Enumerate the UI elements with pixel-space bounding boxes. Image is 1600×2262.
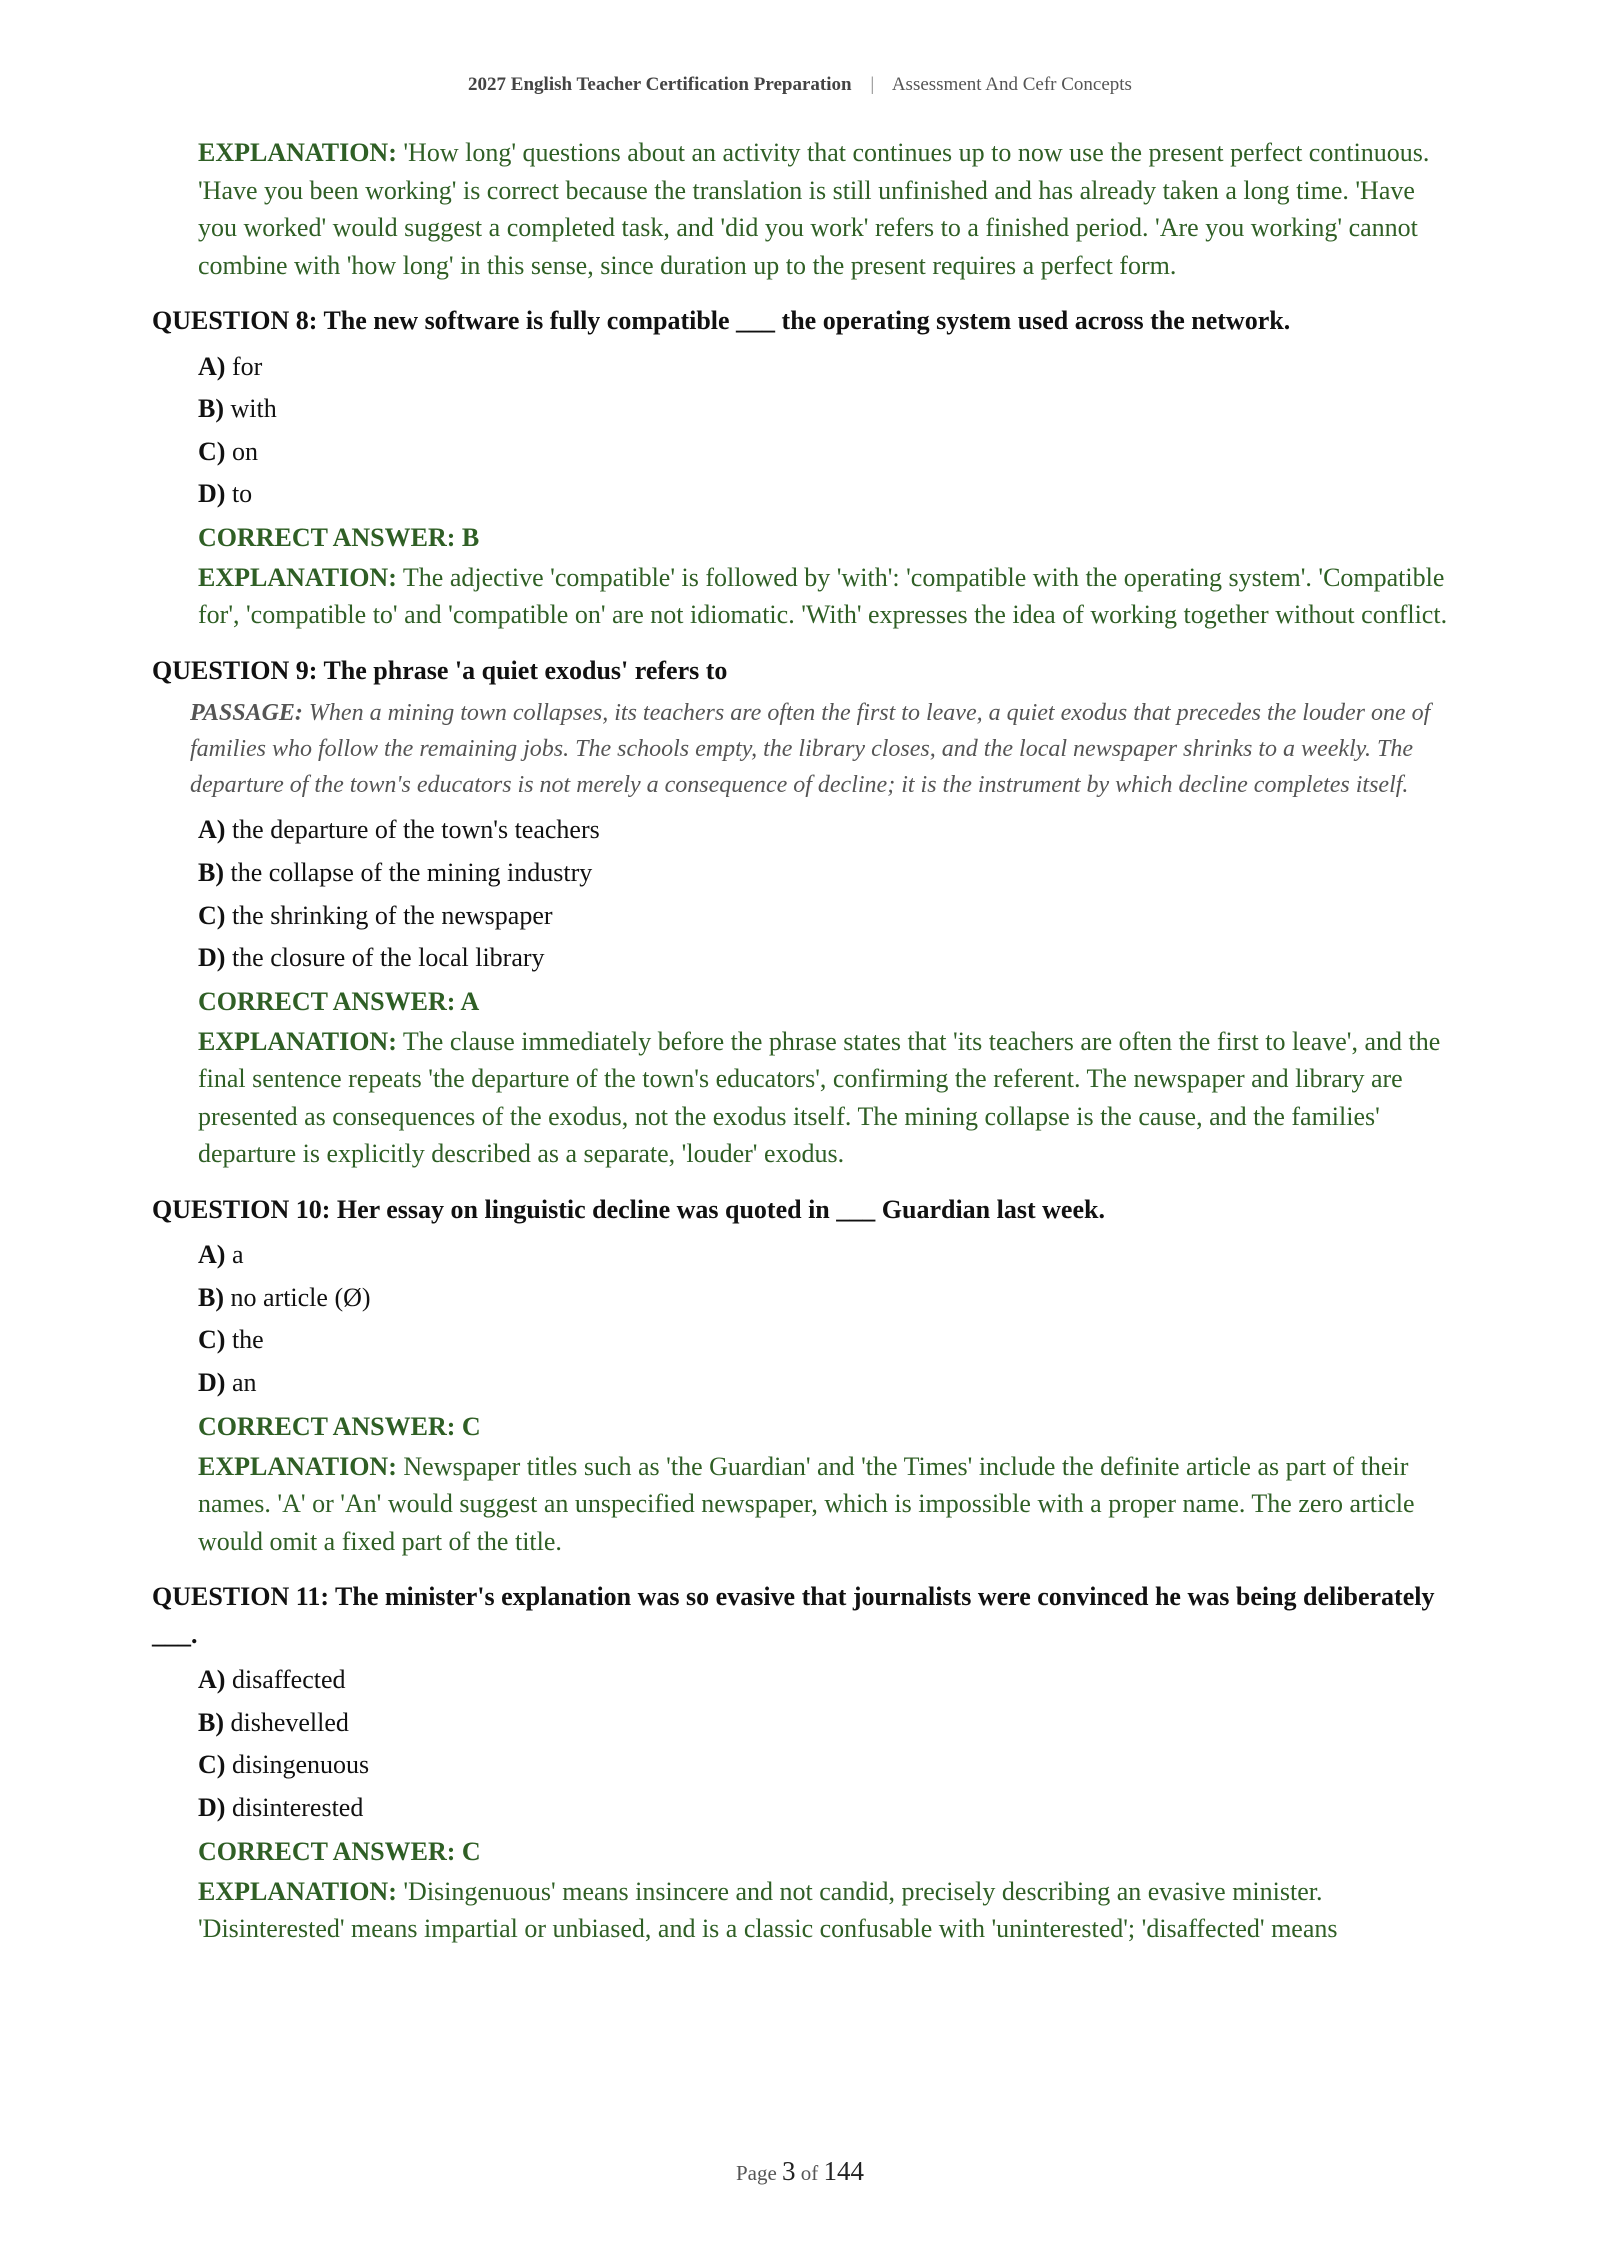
option-text: the bbox=[231, 1325, 264, 1355]
passage-text: When a mining town collapses, its teachers are often the first to leave, a quiet exodus that precedes the louder one of families who follow the remaining jobs. The schools empty, the library closes, and the local newspaper shrinks to a weekly. The departure of the town's educators is not merely a consequence of decline; it is the instrument by which decline completes itself. bbox=[190, 700, 1431, 799]
page-of: of bbox=[800, 2161, 819, 2185]
option-letter: A) bbox=[198, 815, 226, 845]
option-a bbox=[198, 809, 1452, 852]
option-b bbox=[198, 388, 1452, 431]
option-letter: B) bbox=[198, 1707, 224, 1737]
explanation-text: 'Disingenuous' means insincere and not candid, precisely describing an evasive minister. 'Disinterested' means impartial or unbiased, and is a classic confusable with 'uninterested'; 'disaffected' means bbox=[198, 1876, 1338, 1943]
option-text: disaffected bbox=[231, 1665, 346, 1695]
explanation-label: EXPLANATION: bbox=[198, 1876, 397, 1906]
option-b bbox=[198, 1277, 1452, 1320]
question-9-options bbox=[198, 809, 1452, 979]
total-pages: 144 bbox=[823, 2156, 865, 2186]
reading-passage bbox=[190, 695, 1452, 803]
page-header bbox=[0, 74, 1600, 96]
explanation-label: EXPLANATION: bbox=[198, 1026, 397, 1056]
option-letter: C) bbox=[198, 900, 226, 930]
question-10-heading: QUESTION 10: Her essay on linguistic decline was quoted in ___ Guardian last week. bbox=[152, 1194, 1105, 1224]
option-text: dishevelled bbox=[230, 1707, 349, 1737]
option-letter: C) bbox=[198, 436, 226, 466]
option-text: with bbox=[230, 394, 277, 424]
page-footer bbox=[0, 2156, 1600, 2187]
option-letter: D) bbox=[198, 943, 226, 973]
correct-answer-q10: CORRECT ANSWER: C bbox=[198, 1411, 481, 1441]
option-b bbox=[198, 1702, 1452, 1745]
option-c bbox=[198, 1744, 1452, 1787]
option-text: for bbox=[231, 351, 263, 381]
option-text: to bbox=[231, 479, 253, 509]
option-letter: A) bbox=[198, 1665, 226, 1695]
option-letter: B) bbox=[198, 1282, 224, 1312]
question-8-heading: QUESTION 8: The new software is fully compatible ___ the operating system used across the network. bbox=[152, 306, 1291, 335]
option-c bbox=[198, 1319, 1452, 1362]
question-9-heading: QUESTION 9: The phrase 'a quiet exodus' refers to bbox=[152, 655, 728, 685]
option-letter: C) bbox=[198, 1325, 226, 1355]
section-title: Assessment And Cefr Concepts bbox=[891, 74, 1132, 95]
page-content bbox=[152, 134, 1452, 1948]
correct-answer-q11: CORRECT ANSWER: C bbox=[198, 1836, 481, 1866]
question-11-options bbox=[198, 1659, 1452, 1829]
option-c bbox=[198, 431, 1452, 474]
explanation-label: EXPLANATION: bbox=[198, 562, 397, 592]
page-prefix: Page bbox=[735, 2161, 777, 2185]
correct-answer-q8: CORRECT ANSWER: B bbox=[198, 522, 480, 552]
option-letter: B) bbox=[198, 394, 224, 424]
option-letter: D) bbox=[198, 479, 226, 509]
option-a bbox=[198, 1234, 1452, 1277]
option-text: disinterested bbox=[231, 1792, 364, 1822]
option-text: the collapse of the mining industry bbox=[230, 857, 593, 887]
question-10-options bbox=[198, 1234, 1452, 1404]
option-letter: D) bbox=[198, 1368, 226, 1398]
option-c bbox=[198, 895, 1452, 938]
explanation-label: EXPLANATION: bbox=[198, 1451, 397, 1481]
option-text: the departure of the town's teachers bbox=[231, 815, 600, 845]
question-8-options bbox=[198, 346, 1452, 516]
question-11-heading: QUESTION 11: The minister's explanation was so evasive that journalists were convinced he was being deliberately ___. bbox=[152, 1582, 1435, 1649]
current-page-number: 3 bbox=[782, 2156, 796, 2186]
option-text: no article (Ø) bbox=[230, 1282, 371, 1312]
correct-answer-q9: CORRECT ANSWER: A bbox=[198, 986, 480, 1016]
explanation-q11 bbox=[198, 1873, 1452, 1948]
explanation-q9 bbox=[198, 1023, 1452, 1173]
option-text: disingenuous bbox=[231, 1750, 370, 1780]
option-b bbox=[198, 852, 1452, 895]
explanation-q7 bbox=[198, 134, 1452, 284]
passage-label: PASSAGE: bbox=[190, 700, 303, 727]
explanation-q8 bbox=[198, 559, 1452, 634]
explanation-text: The adjective 'compatible' is followed by 'with': 'compatible with the operating system'. 'Compatible for', 'compatible to' and 'compatible on' are not idiomatic. 'With' expresses the idea of working together without conflict. bbox=[198, 562, 1448, 630]
option-text: a bbox=[231, 1240, 244, 1270]
option-text: an bbox=[231, 1368, 257, 1398]
explanation-text: Newspaper titles such as 'the Guardian' and 'the Times' include the definite article as part of their names. 'A' or 'An' would suggest an unspecified newspaper, which is impossible with a proper name. The zero article would omit a fixed part of the title. bbox=[198, 1451, 1415, 1556]
option-letter: B) bbox=[198, 857, 224, 887]
option-text: on bbox=[231, 436, 258, 466]
explanation-q10 bbox=[198, 1448, 1452, 1561]
option-d bbox=[198, 1362, 1452, 1405]
option-a bbox=[198, 1659, 1452, 1702]
option-d bbox=[198, 473, 1452, 516]
option-d bbox=[198, 1787, 1452, 1830]
explanation-text: 'How long' questions about an activity that continues up to now use the present perfect continuous. 'Have you been working' is correct because the translation is still unfinished and has already taken a long time. 'Have you worked' would suggest a completed task, and 'did you work' refers to a finished period. 'Are you working' cannot combine with 'how long' in this sense, since duration up to the present requires a perfect form. bbox=[198, 138, 1430, 280]
option-letter: A) bbox=[198, 1240, 226, 1270]
header-separator: | bbox=[870, 74, 875, 95]
option-d bbox=[198, 937, 1452, 980]
option-text: the closure of the local library bbox=[231, 943, 545, 973]
explanation-label: EXPLANATION: bbox=[198, 138, 397, 167]
option-letter: A) bbox=[198, 351, 226, 381]
explanation-text: The clause immediately before the phrase states that 'its teachers are often the first to leave', and the final sentence repeats 'the departure of the town's educators', confirming the referent. The newspaper and library are presented as consequences of the exodus, not the exodus itself. The mining collapse is the cause, and the families' departure is explicitly described as a separate, 'louder' exodus. bbox=[198, 1026, 1441, 1169]
option-a bbox=[198, 346, 1452, 389]
option-letter: D) bbox=[198, 1792, 226, 1822]
option-text: the shrinking of the newspaper bbox=[231, 900, 553, 930]
document-title: 2027 English Teacher Certification Preparation bbox=[468, 74, 852, 95]
option-letter: C) bbox=[198, 1750, 226, 1780]
